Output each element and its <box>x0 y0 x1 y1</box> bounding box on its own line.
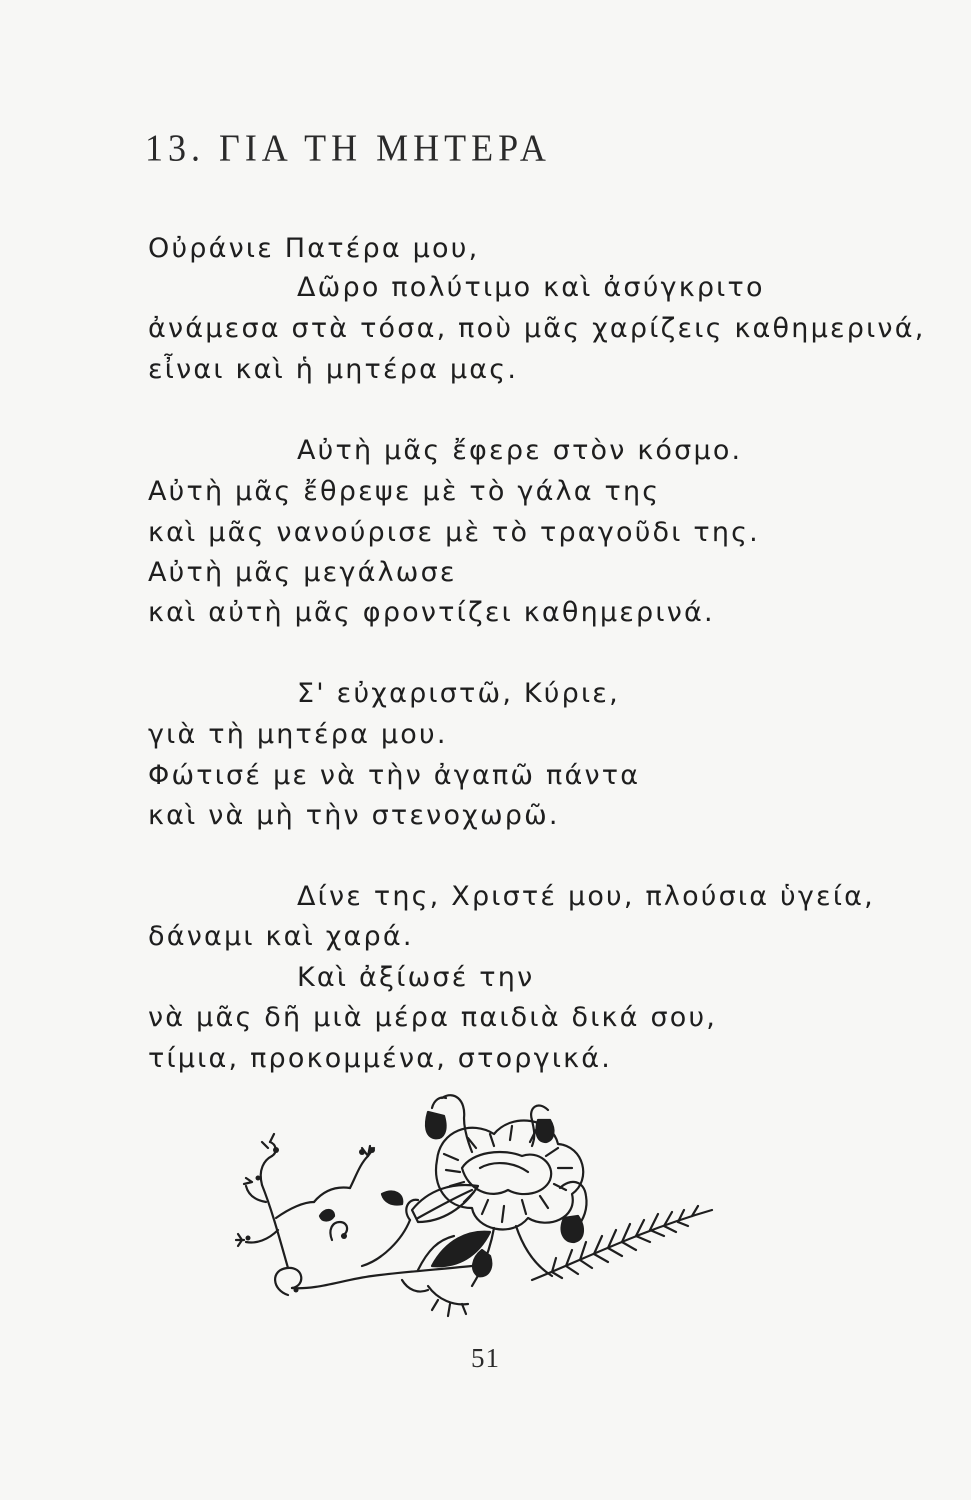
poem-line: καὶ αὐτὴ μᾶς φροντίζει καθημερινά. <box>148 597 715 628</box>
poem-line: νὰ μᾶς δῆ μιὰ μέρα παιδιὰ δικά σου, <box>148 1002 718 1033</box>
poem-line: Δίνε της, Χριστέ μου, πλούσια ὑγεία, <box>297 881 875 912</box>
poem-line: καὶ νὰ μὴ τὴν στενοχωρῶ. <box>148 800 560 831</box>
poem-line: ἀνάμεσα στὰ τόσα, ποὺ μᾶς χαρίζεις καθημερινά, <box>148 313 926 344</box>
poem-line: τίμια, προκομμένα, στοργικά. <box>148 1043 613 1074</box>
poem-line: δάναμι καὶ χαρά. <box>148 921 414 952</box>
page-number: 51 <box>471 1343 500 1373</box>
page-title: 13. ΓΙΑ ΤΗ ΜΗΤΕΡΑ <box>145 127 551 170</box>
floral-ornament-icon <box>232 1090 732 1330</box>
poem-line: Αὐτὴ μᾶς μεγάλωσε <box>148 557 457 588</box>
poem-line: εἶναι καὶ ἡ μητέρα μας. <box>148 354 519 385</box>
poem-line: Δῶρο πολύτιμο καὶ ἀσύγκριτο <box>297 272 765 303</box>
poem-line: Αὐτὴ μᾶς ἔθρεψε μὲ τὸ γάλα της <box>148 476 661 507</box>
poem-line: γιὰ τὴ μητέρα μου. <box>148 719 448 750</box>
poem-line: Φώτισέ με νὰ τὴν ἀγαπῶ πάντα <box>148 760 641 791</box>
poem-line: Οὐράνιε Πατέρα μου, <box>148 233 480 264</box>
poem-line: Σ' εὐχαριστῶ, Κύριε, <box>297 678 620 709</box>
poem-line: καὶ μᾶς νανούρισε μὲ τὸ τραγοῦδι της. <box>148 517 760 548</box>
poem-line: Αὐτὴ μᾶς ἔφερε στὸν κόσμο. <box>297 435 743 466</box>
poem-line: Καὶ ἀξίωσέ την <box>297 962 535 993</box>
